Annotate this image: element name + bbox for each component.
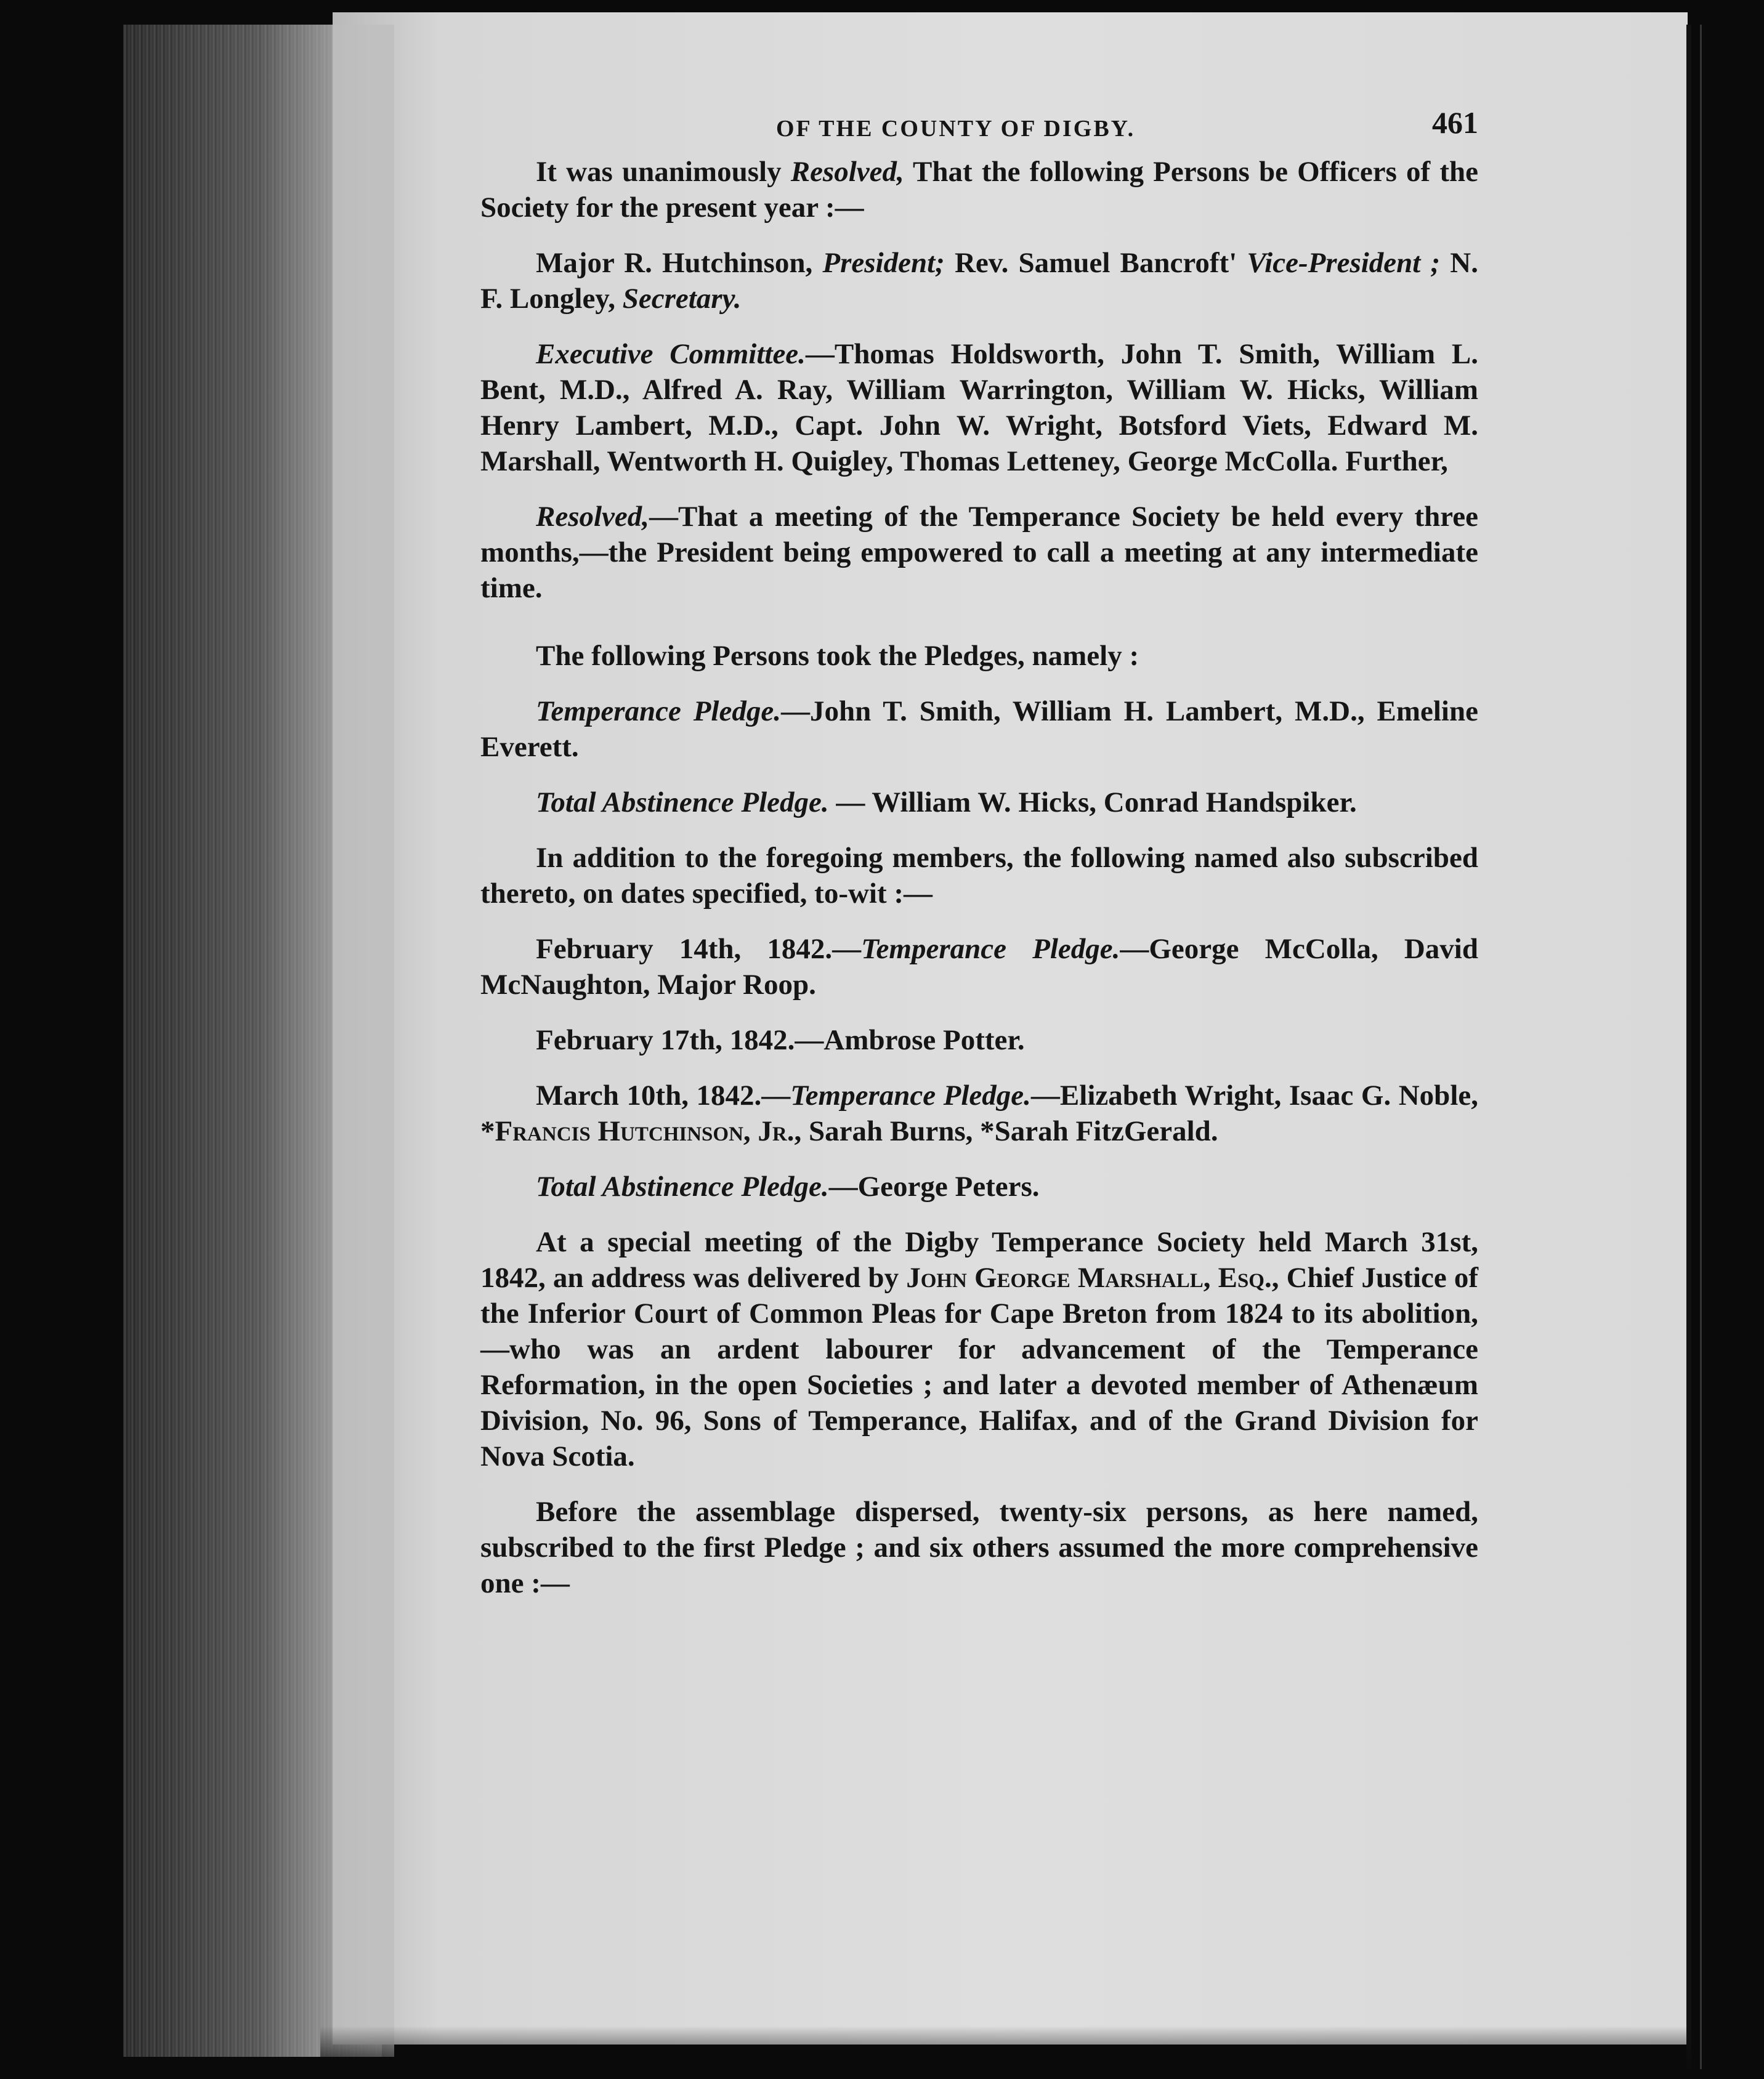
paragraph-executive-committee: Executive Committee.—Thomas Holdsworth, John T. Smith, William L. Bent, M.D., Alfred A. Ray, William Warrington, William W. Hicks, William Henry Lambert, M.D., Capt. John W. Wright, Botsford Viets, Edward M. Marshall, Wentworth H. Quigley, Thomas Letteney, George McColla. Further,	[480, 338, 1478, 477]
paragraph-additional-members: In addition to the foregoing members, the following named also subscribed thereto, on dates specified, to-wit :—	[480, 842, 1478, 910]
gutter-shadow	[259, 25, 394, 2057]
page-number: 461	[1432, 105, 1478, 140]
paragraph-temperance-pledge: Temperance Pledge.—John T. Smith, William H. Lambert, M.D., Emeline Everett.	[480, 695, 1478, 763]
paragraph-pledges-intro: The following Persons took the Pledges, namely :	[536, 640, 1139, 672]
paragraph-resolved-meetings: Resolved,—That a meeting of the Temperance Society be held every three months,—the President being empowered to call a meeting at any intermediate time.	[480, 501, 1478, 604]
paragraph-feb-14: February 14th, 1842.—Temperance Pledge.—George McColla, David McNaughton, Major Roop.	[480, 933, 1478, 1001]
running-head	[480, 99, 1478, 154]
paragraph-total-abstinence-peters: Total Abstinence Pledge.—George Peters.	[536, 1171, 1040, 1203]
page-text	[480, 99, 1478, 1621]
paragraph-feb-17: February 17th, 1842.—Ambrose Potter.	[536, 1024, 1025, 1056]
running-head-title: OF THE COUNTY OF DIGBY.	[776, 116, 1136, 142]
page-edge-line	[1686, 25, 1691, 2069]
paragraph-special-meeting: At a special meeting of the Digby Temperance Society held March 31st, 1842, an address was delivered by John George Marshall, Esq., Chief Justice of the Inferior Court of Common Pleas for Cape Breton from 1824 to its abolition,—who was an ardent labourer for advancement of the Temperance Reformation, in the open Societies ; and later a devoted member of Athenæum Division, No. 96, Sons of Temperance, Halifax, and of the Grand Division for Nova Scotia.	[480, 1226, 1478, 1472]
paragraph-assemblage-dispersed: Before the assemblage dispersed, twenty-six persons, as here named, subscribed to the first Pledge ; and six others assumed the more comprehensive one :—	[480, 1496, 1478, 1599]
paragraph-resolution-officers: It was unanimously Resolved, That the following Persons be Officers of the Society for the present year :—	[480, 156, 1478, 224]
paragraph-total-abstinence-pledge: Total Abstinence Pledge. — William W. Hicks, Conrad Handspiker.	[536, 786, 1357, 818]
page-edge-line-secondary	[1700, 25, 1702, 2069]
paragraph-officers-list: Major R. Hutchinson, President; Rev. Samuel Bancroft' Vice-President ; N. F. Longley, Secretary.	[480, 247, 1478, 315]
paragraph-march-10: March 10th, 1842.—Temperance Pledge.—Elizabeth Wright, Isaac G. Noble, *Francis Hutchinson, Jr., Sarah Burns, *Sarah FitzGerald.	[480, 1080, 1478, 1147]
bottom-shadow	[320, 2026, 1700, 2079]
